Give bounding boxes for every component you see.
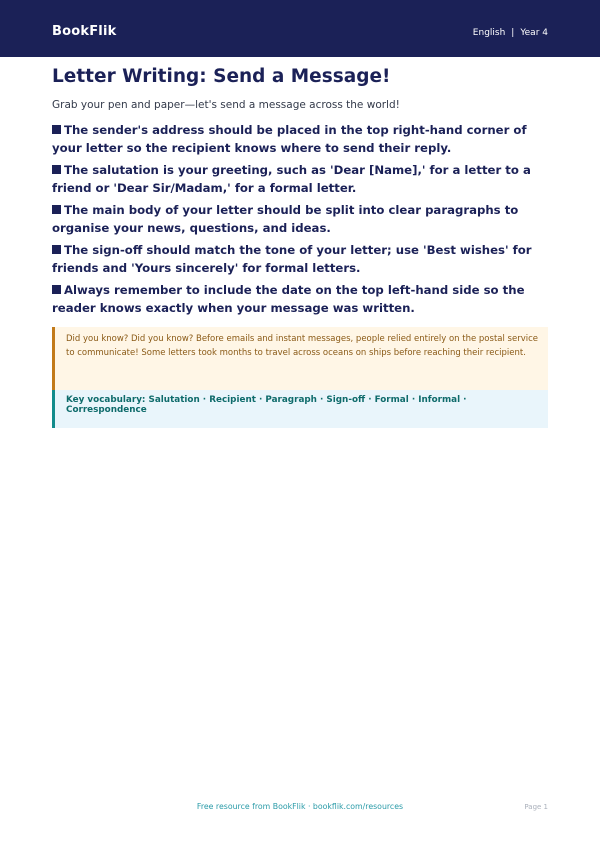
bullet-text: Always remember to include the date on the top left-hand side so the reader knows exactly when your message was written. (52, 283, 525, 315)
meta-separator: | (511, 28, 515, 38)
page-number: Page 1 (524, 803, 548, 811)
square-bullet-icon (52, 285, 61, 294)
square-bullet-icon (52, 205, 61, 214)
square-bullet-icon (52, 125, 61, 134)
fact-text: Did you know? Did you know? Before emails and instant messages, people relied entirely on the postal service to communicate! Some letters took months to travel across oceans on ships before reaching their recipient. (66, 334, 538, 358)
vocab-text: Key vocabulary: Salutation · Recipient · Paragraph · Sign-off · Formal · Informal · Correspondence (66, 395, 467, 415)
header-bar (0, 0, 600, 57)
page-title: Letter Writing: Send a Message! (52, 66, 391, 87)
did-you-know-callout (52, 327, 548, 390)
square-bullet-icon (52, 245, 61, 254)
key-vocabulary-callout (52, 390, 548, 428)
year-label: Year 4 (520, 28, 548, 38)
intro-text: Grab your pen and paper—let's send a message across the world! (52, 99, 400, 111)
bullet-item (52, 241, 552, 277)
bullet-text: The sign-off should match the tone of your letter; use 'Best wishes' for friends and 'Yours sincerely' for formal letters. (52, 243, 532, 275)
bullet-item (52, 201, 552, 237)
bullet-list (52, 121, 552, 321)
footer-credit[interactable]: Free resource from BookFlik · bookflik.com/resources (196, 802, 404, 811)
bullet-item (52, 121, 552, 157)
header-meta (473, 28, 548, 38)
bullet-item (52, 161, 552, 197)
bullet-item (52, 281, 552, 317)
bullet-text: The main body of your letter should be split into clear paragraphs to organise your news, questions, and ideas. (52, 203, 519, 235)
bullet-text: The salutation is your greeting, such as 'Dear [Name],' for a letter to a friend or 'Dear Sir/Madam,' for a formal letter. (52, 163, 531, 195)
bullet-text: The sender's address should be placed in the top right-hand corner of your letter so the recipient knows where to send their reply. (52, 123, 527, 155)
brand-logo-text[interactable]: BookFlik (52, 24, 117, 39)
subject-label: English (472, 28, 506, 38)
square-bullet-icon (52, 165, 61, 174)
